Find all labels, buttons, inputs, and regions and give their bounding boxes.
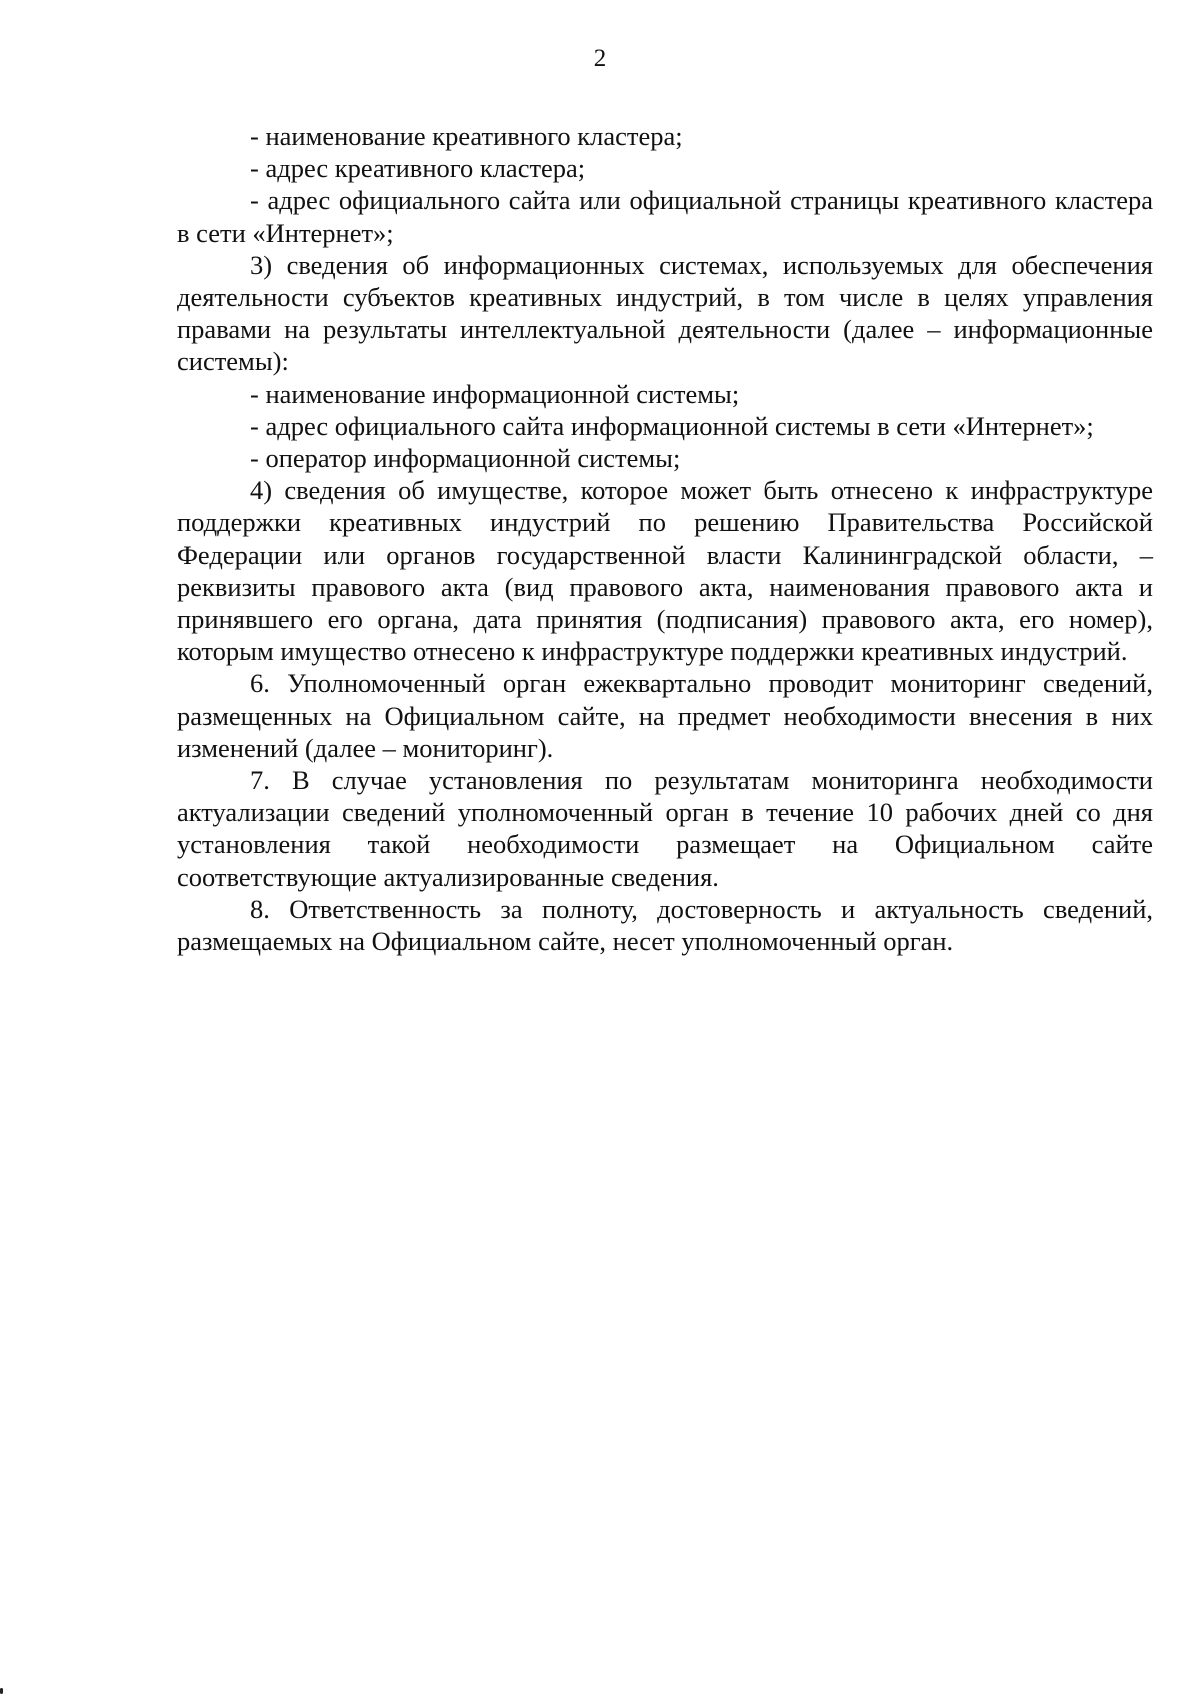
page-number: 2	[593, 45, 607, 72]
paragraph-property: 4) сведения об имуществе, которое может быть отнесено к инфраструктуре поддержки креативных индустрий по решению Правительства Российской Федерации или органов государственной власти Калининградской области, – реквизиты правового акта (вид правового акта, наименования правового акта и принявшего его органа, дата принятия (подписания) правового акта, его номер), которым имущество отнесено к инфраструктуре поддержки креативных индустрий.	[177, 475, 1153, 667]
list-item-cluster-name: - наименование креативного кластера;	[250, 121, 683, 151]
document-body	[177, 120, 1153, 957]
paragraph-actualization: 7. В случае установления по результатам мониторинга необходимости актуализации сведений уполномоченный орган в течение 10 рабочих дней со дня установления такой необходимости размещает на Официальном сайте соответствующие актуализированные сведения.	[177, 765, 1153, 892]
paragraph-monitoring: 6. Уполномоченный орган ежеквартально проводит мониторинг сведений, размещенных на Официальном сайте, на предмет необходимости внесения в них изменений (далее – мониторинг).	[177, 668, 1153, 763]
list-item-system-operator: - оператор информационной системы;	[250, 443, 681, 474]
list-item-cluster-address: - адрес креативного кластера;	[250, 153, 586, 184]
list-item-cluster-website: - адрес официального сайта или официальной страницы креативного кластера в сети «Интернет»;	[177, 185, 1153, 248]
list-item-system-website: - адрес официального сайта информационной системы в сети «Интернет»;	[250, 410, 1094, 441]
paragraph-info-systems: 3) сведения об информационных системах, используемых для обеспечения деятельности субъектов креативных индустрий, в том числе в целях управления правами на результаты интеллектуальной деятельности (далее – информационные системы):	[177, 249, 1153, 377]
list-item-system-name: - наименование информационной системы;	[250, 378, 740, 409]
scan-edge-mark	[0, 1688, 3, 1694]
paragraph-responsibility: 8. Ответственность за полноту, достоверность и актуальность сведений, размещаемых на Официальном сайте, несет уполномоченный орган.	[177, 893, 1153, 957]
